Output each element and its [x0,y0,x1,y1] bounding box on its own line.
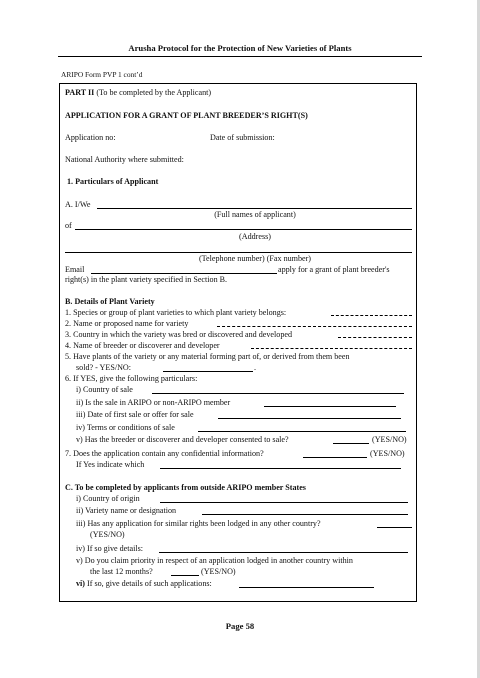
part-note: (To be completed by the Applicant) [96,88,212,97]
confidential-field[interactable] [303,457,367,458]
variety-name-field[interactable] [217,326,412,327]
date-of-submission-label: Date of submission: [210,133,275,142]
similar-rights-field[interactable] [377,527,412,528]
applicant-name-field[interactable] [97,208,412,209]
variety-item-3: 3. Country in which the variety was bred or discovered and developed [65,330,293,339]
sub-item-i: i) Country of sale [76,385,133,394]
variety-item-4: 4. Name of breeder or discoverer and developer [65,341,220,350]
c-item-vi [76,580,212,588]
telephone-fax-caption: (Telephone number) (Fax number) [198,254,312,263]
country-of-origin-field[interactable] [160,502,408,503]
aripo-member-field[interactable] [264,406,396,407]
rights-text: right(s) in the plant variety specified in Section B. [65,275,228,284]
country-bred-field[interactable] [338,337,412,338]
variety-designation-field[interactable] [202,514,408,515]
application-heading: APPLICATION FOR A GRANT OF PLANT BREEDER’S RIGHT(S) [65,111,308,120]
c-item-vi-text: If so, give details of such applications: [87,579,212,588]
variety-item-6: 6. If YES, give the following particulars: [65,374,198,383]
sub-item-iii: iii) Date of first sale or offer for sale [76,410,194,419]
variety-item-7: 7. Does the application contain any confidential information? [65,449,264,458]
email-field[interactable] [91,273,277,274]
sub-item-v: v) Has the breeder or discoverer and developer consented to sale? [76,435,289,444]
section-c-heading: C. To be completed by applicants from outside ARIPO member States [65,483,306,492]
section-b-heading: B. Details of Plant Variety [65,297,155,306]
variety-item-5: 5. Have plants of the variety or any material forming part of, or derived from them been [65,352,350,361]
details-field[interactable] [159,552,408,553]
variety-item-2: 2. Name or proposed name for variety [65,319,189,328]
address-field[interactable] [75,229,412,230]
sold-yes-no-label: sold? - YES/NO: [76,363,132,372]
telephone-fax-field[interactable] [65,252,412,253]
document-header-title: Arusha Protocol for the Protection of New Varieties of Plants [128,43,352,53]
applicant-a-label: A. I/We [65,200,91,209]
indicate-which-label: If Yes indicate which [76,460,145,469]
address-caption: (Address) [239,232,271,241]
header-rule [58,56,422,57]
of-label: of [65,221,72,230]
sub-item-ii: ii) Is the sale in ARIPO or non-ARIPO member [76,398,231,407]
indicate-which-field[interactable] [160,468,401,469]
c-item-vi-label: vi) [76,579,85,588]
priority-claim-field[interactable] [171,575,199,576]
species-field[interactable] [331,315,412,316]
c-item-ii: ii) Variety name or designation [76,506,177,515]
confidential-yes-no: (YES/NO) [370,449,405,458]
c-item-iii-yes-no: (YES/NO) [90,530,125,539]
country-of-sale-field[interactable] [152,393,404,394]
email-label: Email [65,265,85,274]
variety-item-1: 1. Species or group of plant varieties to which plant variety belongs: [65,308,287,317]
c-item-iv: iv) If so give details: [76,544,143,553]
c-item-v: v) Do you claim priority in respect of an application lodged in another country within [76,556,353,565]
c-item-v-yes-no: (YES/NO) [201,567,236,576]
breeder-name-field[interactable] [251,348,412,349]
sub-item-iv: iv) Terms or conditions of sale [76,423,175,432]
c-item-i: i) Country of origin [76,494,140,503]
priority-details-field[interactable] [239,587,374,588]
consent-yes-no: (YES/NO) [372,435,407,444]
section-1-heading: 1. Particulars of Applicant [67,177,159,186]
application-no-label: Application no: [65,133,116,142]
apply-text: apply for a grant of plant breeder's [278,265,390,274]
part-label: PART II [65,88,95,97]
sold-line-end: . [254,363,257,372]
form-identifier: ARIPO Form PVP 1 cont’d [61,70,143,79]
consent-field[interactable] [333,443,369,444]
page-number: Page 58 [225,621,255,631]
part-ii-line [65,89,211,97]
terms-of-sale-field[interactable] [198,431,406,432]
c-item-iii: iii) Has any application for similar rights been lodged in any other country? [76,519,321,528]
full-names-caption: (Full names of applicant) [214,210,296,219]
sold-yes-no-field[interactable] [163,371,253,372]
national-authority-label: National Authority where submitted: [65,155,184,164]
c-item-v-cont: the last 12 months? [90,567,153,576]
date-first-sale-field[interactable] [218,418,401,419]
